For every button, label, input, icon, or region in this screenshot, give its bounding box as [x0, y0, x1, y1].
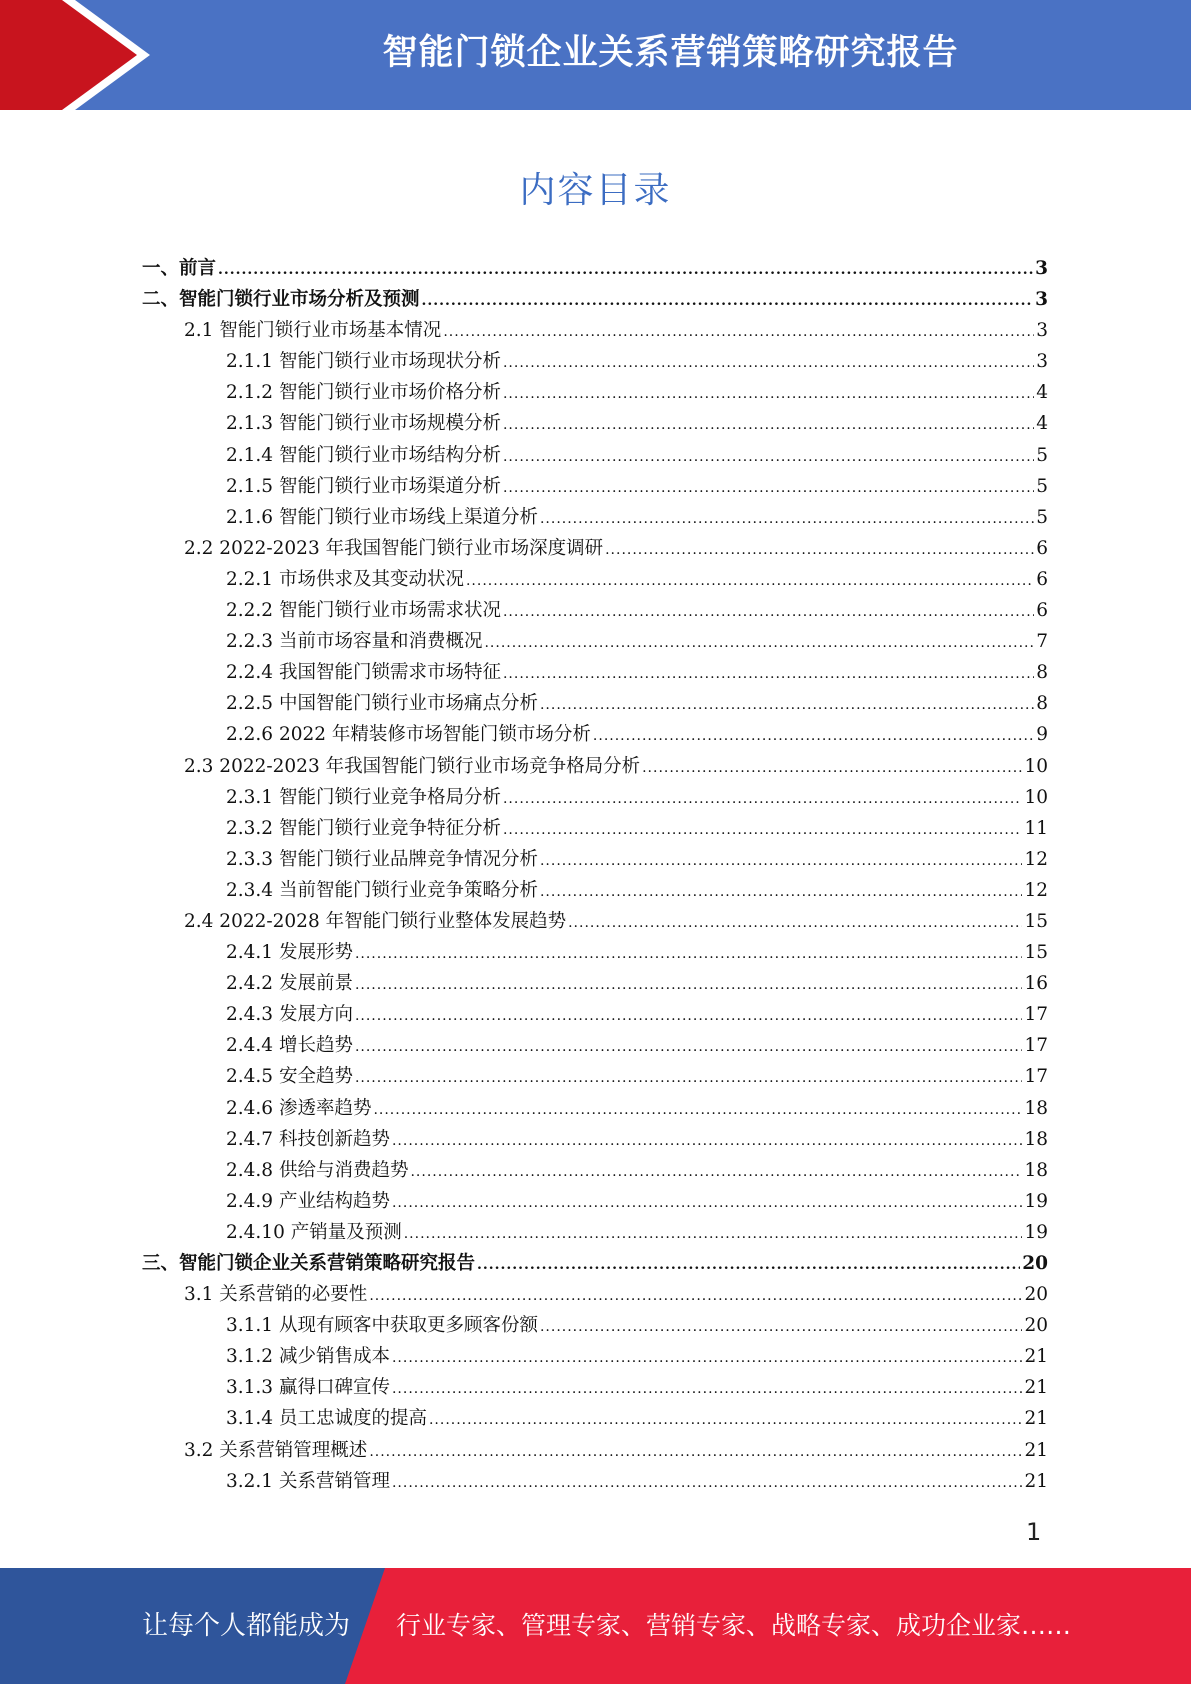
toc-dot-leader — [642, 760, 1022, 776]
toc-entry-page: 17 — [1024, 1035, 1048, 1057]
toc-entry[interactable] — [142, 1404, 1048, 1435]
toc-dot-leader — [540, 853, 1022, 869]
toc-entry-page: 12 — [1024, 879, 1048, 901]
toc-dot-leader — [355, 1070, 1023, 1086]
toc-entry[interactable] — [142, 316, 1048, 347]
toc-dot-leader — [392, 1381, 1022, 1397]
header-arrow-decoration — [0, 0, 160, 110]
toc-entry[interactable] — [142, 1218, 1048, 1249]
toc-entry-page: 6 — [1036, 537, 1048, 559]
toc-entry[interactable] — [142, 658, 1048, 689]
toc-entry-title: 2.2.5 中国智能门锁行业市场痛点分析 — [226, 693, 538, 715]
toc-entry-page: 6 — [1036, 600, 1048, 622]
toc-dot-leader — [355, 977, 1023, 993]
toc-entry-title: 3.1.2 减少销售成本 — [226, 1346, 390, 1368]
toc-entry[interactable] — [142, 347, 1048, 378]
toc-entry-page: 18 — [1024, 1159, 1048, 1181]
toc-entry[interactable] — [142, 1373, 1048, 1404]
toc-entry[interactable] — [142, 285, 1048, 316]
toc-dot-leader — [503, 417, 1034, 433]
toc-entry[interactable] — [142, 1342, 1048, 1373]
toc-entry-page: 5 — [1036, 475, 1048, 497]
toc-dot-leader — [503, 480, 1034, 496]
toc-entry-page: 5 — [1036, 444, 1048, 466]
toc-entry-title: 2.1.1 智能门锁行业市场现状分析 — [226, 351, 501, 373]
toc-dot-leader — [429, 1412, 1022, 1428]
toc-entry-page: 5 — [1036, 506, 1048, 528]
toc-entry-title: 2.4.2 发展前景 — [226, 973, 353, 995]
toc-entry-page: 3 — [1035, 289, 1048, 311]
toc-entry-page: 10 — [1024, 786, 1048, 808]
toc-entry[interactable] — [142, 1062, 1048, 1093]
toc-entry-title: 2.4.9 产业结构趋势 — [226, 1190, 390, 1212]
toc-entry-title: 2.4.7 科技创新趋势 — [226, 1128, 390, 1150]
toc-entry[interactable] — [142, 1187, 1048, 1218]
toc-dot-leader — [355, 1008, 1023, 1024]
toc-entry-page: 9 — [1036, 724, 1048, 746]
toc-entry-title: 二、智能门锁行业市场分析及预测 — [142, 289, 420, 311]
toc-dot-leader — [422, 293, 1034, 309]
toc-entry-title: 3.1 关系营销的必要性 — [184, 1284, 368, 1306]
toc-entry-title: 2.4 2022-2028 年智能门锁行业整体发展趋势 — [184, 910, 567, 932]
report-footer — [0, 1568, 1191, 1684]
report-header — [0, 0, 1191, 110]
toc-entry-title: 三、智能门锁企业关系营销策略研究报告 — [142, 1253, 476, 1274]
toc-entry-page: 21 — [1024, 1408, 1048, 1430]
toc-entry-title: 2.4.5 安全趋势 — [226, 1066, 353, 1088]
toc-entry[interactable] — [142, 1031, 1048, 1062]
footer-slogan-left: 让每个人都能成为 — [142, 1611, 351, 1641]
toc-entry[interactable] — [142, 720, 1048, 751]
toc-entry-page: 21 — [1024, 1470, 1048, 1492]
toc-entry[interactable] — [142, 378, 1048, 409]
report-title: 智能门锁企业关系营销策略研究报告 — [382, 33, 959, 73]
toc-entry-page: 19 — [1024, 1190, 1048, 1212]
toc-entry-title: 2.4.3 发展方向 — [226, 1004, 353, 1026]
toc-entry-title: 2.3.2 智能门锁行业竞争特征分析 — [226, 817, 501, 839]
toc-dot-leader — [503, 449, 1034, 465]
toc-entry-page: 21 — [1024, 1377, 1048, 1399]
toc-dot-leader — [540, 511, 1034, 527]
toc-entry[interactable] — [142, 254, 1048, 285]
toc-entry-page: 3 — [1036, 351, 1048, 373]
toc-entry[interactable] — [142, 596, 1048, 627]
toc-entry-title: 一、前言 — [142, 258, 217, 279]
toc-entry-title: 2.4.10 产销量及预测 — [226, 1221, 402, 1243]
toc-entry[interactable] — [142, 938, 1048, 969]
toc-entry-page: 10 — [1024, 755, 1048, 777]
toc-entry[interactable] — [142, 1125, 1048, 1156]
toc-dot-leader — [503, 386, 1034, 402]
toc-entry[interactable] — [142, 783, 1048, 814]
toc-entry-page: 15 — [1024, 910, 1048, 932]
toc-entry[interactable] — [142, 876, 1048, 907]
toc-entry[interactable] — [142, 689, 1048, 720]
toc-entry-title: 2.3.1 智能门锁行业竞争格局分析 — [226, 786, 501, 808]
toc-entry-page: 18 — [1024, 1097, 1048, 1119]
toc-entry-page: 3 — [1035, 258, 1048, 279]
toc-entry-page: 7 — [1036, 631, 1048, 653]
toc-dot-leader — [369, 1288, 1022, 1304]
table-of-contents — [142, 254, 1048, 1498]
toc-entry-title: 2.4.8 供给与消费趋势 — [226, 1159, 409, 1181]
toc-dot-leader — [355, 1039, 1023, 1055]
toc-dot-leader — [218, 262, 1033, 278]
toc-entry-page: 21 — [1024, 1439, 1048, 1461]
toc-entry[interactable] — [142, 441, 1048, 472]
toc-entry-page: 12 — [1024, 848, 1048, 870]
toc-dot-leader — [540, 697, 1034, 713]
toc-entry-page: 11 — [1024, 817, 1048, 839]
toc-entry-title: 2.1.6 智能门锁行业市场线上渠道分析 — [226, 506, 538, 528]
toc-entry-title: 2.3.4 当前智能门锁行业竞争策略分析 — [226, 879, 538, 901]
toc-entry-page: 21 — [1024, 1346, 1048, 1368]
toc-entry-title: 3.1.3 赢得口碑宣传 — [226, 1377, 390, 1399]
toc-entry-page: 20 — [1022, 1253, 1048, 1274]
toc-dot-leader — [392, 1350, 1022, 1366]
toc-entry[interactable] — [142, 752, 1048, 783]
toc-dot-leader — [593, 728, 1034, 744]
toc-entry-title: 2.2.3 当前市场容量和消费概况 — [226, 631, 483, 653]
toc-entry-title: 2.1.5 智能门锁行业市场渠道分析 — [226, 475, 501, 497]
toc-entry-page: 4 — [1036, 413, 1048, 435]
toc-entry-title: 3.2.1 关系营销管理 — [226, 1470, 390, 1492]
toc-entry-title: 2.2.2 智能门锁行业市场需求状况 — [226, 600, 501, 622]
toc-entry[interactable] — [142, 1311, 1048, 1342]
toc-entry[interactable] — [142, 1000, 1048, 1031]
toc-dot-leader — [503, 355, 1034, 371]
toc-entry[interactable] — [142, 969, 1048, 1000]
toc-dot-leader — [605, 542, 1034, 558]
toc-entry-title: 2.4.1 发展形势 — [226, 942, 353, 964]
toc-entry-title: 2.2 2022-2023 年我国智能门锁行业市场深度调研 — [184, 537, 604, 559]
toc-entry-page: 16 — [1024, 973, 1048, 995]
toc-dot-leader — [484, 635, 1034, 651]
toc-entry-page: 17 — [1024, 1004, 1048, 1026]
toc-entry[interactable] — [142, 565, 1048, 596]
toc-entry-title: 2.2.1 市场供求及其变动状况 — [226, 568, 464, 590]
toc-dot-leader — [392, 1133, 1022, 1149]
toc-entry-page: 3 — [1036, 320, 1048, 342]
toc-dot-leader — [392, 1195, 1022, 1211]
toc-entry-page: 8 — [1036, 693, 1048, 715]
toc-entry-title: 2.1.4 智能门锁行业市场结构分析 — [226, 444, 501, 466]
toc-entry-title: 3.2 关系营销管理概述 — [184, 1439, 368, 1461]
toc-dot-leader — [540, 884, 1022, 900]
toc-dot-leader — [404, 1226, 1023, 1242]
toc-entry-title: 3.1.1 从现有顾客中获取更多顾客份额 — [226, 1315, 538, 1337]
toc-entry-page: 4 — [1036, 382, 1048, 404]
toc-entry-title: 3.1.4 员工忠诚度的提高 — [226, 1408, 427, 1430]
toc-entry-title: 2.4.6 渗透率趋势 — [226, 1097, 372, 1119]
toc-entry-title: 2.4.4 增长趋势 — [226, 1035, 353, 1057]
toc-entry[interactable] — [142, 1249, 1048, 1280]
toc-entry[interactable] — [142, 845, 1048, 876]
toc-entry[interactable] — [142, 409, 1048, 440]
toc-dot-leader — [503, 604, 1034, 620]
toc-entry[interactable] — [142, 534, 1048, 565]
toc-dot-leader — [540, 1319, 1022, 1335]
toc-entry-page: 17 — [1024, 1066, 1048, 1088]
toc-entry-title: 2.1 智能门锁行业市场基本情况 — [184, 320, 442, 342]
toc-entry[interactable] — [142, 1280, 1048, 1311]
toc-dot-leader — [503, 822, 1022, 838]
toc-entry[interactable] — [142, 1094, 1048, 1125]
toc-dot-leader — [466, 573, 1034, 589]
toc-dot-leader — [503, 791, 1022, 807]
toc-dot-leader — [477, 1257, 1020, 1273]
toc-entry[interactable] — [142, 627, 1048, 658]
toc-entry-title: 2.2.6 2022 年精装修市场智能门锁市场分析 — [226, 724, 591, 746]
toc-entry-page: 19 — [1024, 1221, 1048, 1243]
toc-entry-title: 2.1.3 智能门锁行业市场规模分析 — [226, 413, 501, 435]
toc-entry-title: 2.1.2 智能门锁行业市场价格分析 — [226, 382, 501, 404]
toc-heading: 内容目录 — [519, 170, 672, 211]
toc-dot-leader — [355, 946, 1023, 962]
toc-entry[interactable] — [142, 1436, 1048, 1467]
toc-entry-title: 2.3.3 智能门锁行业品牌竞争情况分析 — [226, 848, 538, 870]
toc-entry[interactable] — [142, 814, 1048, 845]
toc-dot-leader — [410, 1164, 1022, 1180]
page-number: 1 — [1026, 1518, 1042, 1546]
toc-entry-page: 15 — [1024, 942, 1048, 964]
toc-dot-leader — [443, 324, 1034, 340]
toc-entry-page: 18 — [1024, 1128, 1048, 1150]
toc-entry[interactable] — [142, 472, 1048, 503]
toc-dot-leader — [392, 1475, 1022, 1491]
toc-entry[interactable] — [142, 1156, 1048, 1187]
toc-entry[interactable] — [142, 907, 1048, 938]
toc-entry-page: 8 — [1036, 662, 1048, 684]
toc-entry[interactable] — [142, 503, 1048, 534]
toc-dot-leader — [568, 915, 1022, 931]
toc-dot-leader — [373, 1102, 1022, 1118]
toc-dot-leader — [369, 1444, 1022, 1460]
toc-entry[interactable] — [142, 1467, 1048, 1498]
toc-entry-page: 20 — [1024, 1284, 1048, 1306]
toc-entry-title: 2.2.4 我国智能门锁需求市场特征 — [226, 662, 501, 684]
toc-entry-page: 6 — [1036, 568, 1048, 590]
toc-entry-page: 20 — [1024, 1315, 1048, 1337]
footer-slogan-right: 行业专家、管理专家、营销专家、战略专家、成功企业家…… — [396, 1611, 1072, 1640]
toc-entry-title: 2.3 2022-2023 年我国智能门锁行业市场竞争格局分析 — [184, 755, 641, 777]
toc-dot-leader — [503, 666, 1034, 682]
